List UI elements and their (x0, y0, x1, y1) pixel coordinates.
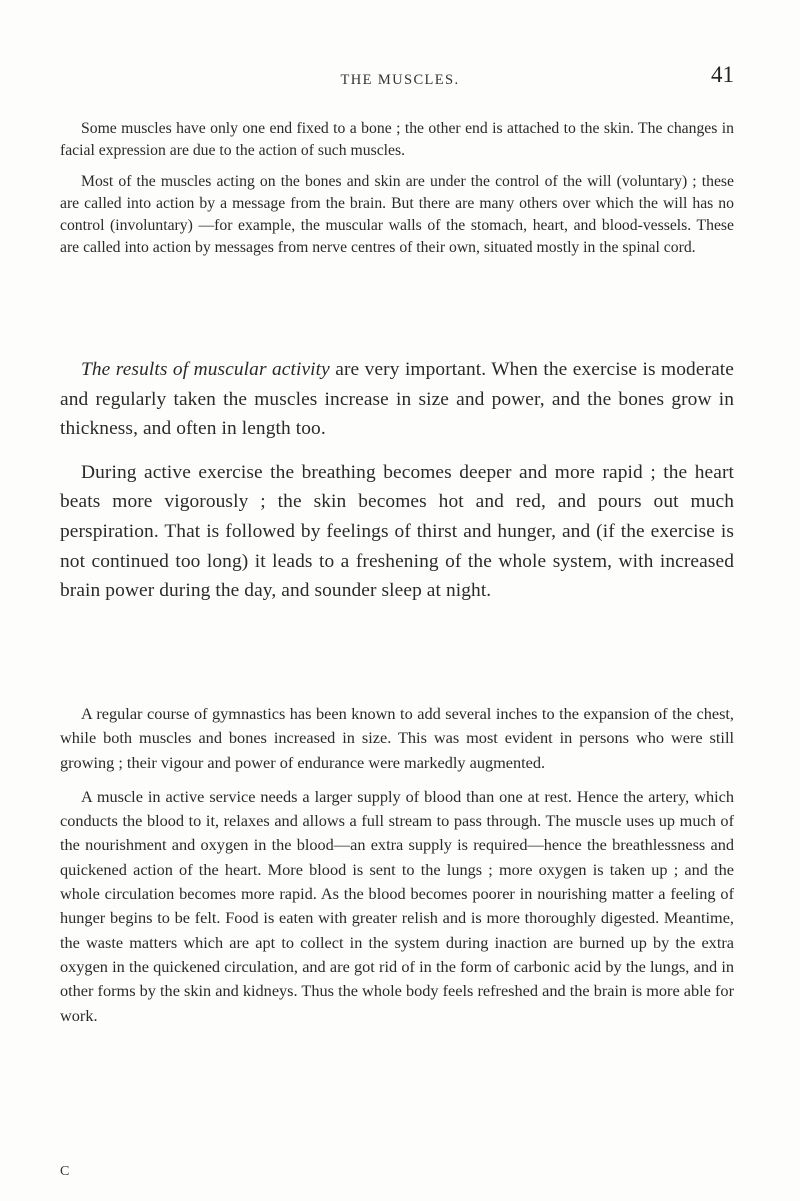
italic-lead: The results of muscular activity (81, 359, 330, 380)
paragraph: Most of the muscles acting on the bones and skin are under the control of the will (voluntary) ; these are called into action by a message from the brain. But there are many others over which the will has no control (involuntary) —for example, the muscular walls of the stomach, heart, and blood-vessels. These are called into action by messages from nerve centres of their own, situated mostly in the spinal cord. (60, 173, 734, 256)
paragraph (60, 355, 734, 444)
paragraph-text: are very important. When the exercise is moderate and regularly taken the muscles increase in size and power, and the bones grow in thickness, and often in length too. (60, 359, 734, 440)
paragraph: A muscle in active service needs a larger supply of blood than one at rest. Hence the artery, which conducts the blood to it, relaxes and allows a full stream to pass through. The muscle uses up much of the nourishment and oxygen in the blood—an extra supply is required—hence the breathlessness and quickened action of the heart. More blood is sent to the lungs ; more oxygen is taken up ; and the whole circulation becomes more rapid. As the blood becomes poorer in nourishing matter a feeling of hunger begins to be felt. Food is eaten with greater relish and is more thoroughly digested. Meantime, the waste matters which are apt to collect in the system during inaction are burned up by the extra oxygen in the quickened circulation, and are got rid of in the form of carbonic acid by the lungs, and in other forms by the skin and kidneys. Thus the whole body feels refreshed and the brain is more able for work. (60, 786, 734, 1025)
section-muscle-attachment (60, 118, 734, 259)
paragraph: During active exercise the breathing becomes deeper and more rapid ; the heart beats more vigorously ; the skin becomes hot and red, and pours out much perspiration. That is followed by feelings of thirst and hunger, and (if the exercise is not continued too long) it leads to a freshening of the whole system, with increased brain power during the day, and sounder sleep at night. (60, 461, 734, 602)
paragraph: Some muscles have only one end fixed to a bone ; the other end is attached to the skin. The changes in facial expression are due to the action of such muscles. (60, 120, 734, 159)
signature-mark: C (60, 1164, 70, 1179)
running-head: THE MUSCLES. (340, 72, 460, 88)
section-muscular-activity (60, 355, 734, 606)
paragraph: A regular course of gymnastics has been known to add several inches to the expansion of the chest, while both muscles and bones increased in size. This was most evident in persons who were still growing ; their vigour and power of endurance were markedly augmented. (60, 704, 734, 772)
page-header (0, 62, 800, 92)
page-number: 41 (711, 62, 734, 87)
section-exercise-effects (60, 702, 734, 1028)
